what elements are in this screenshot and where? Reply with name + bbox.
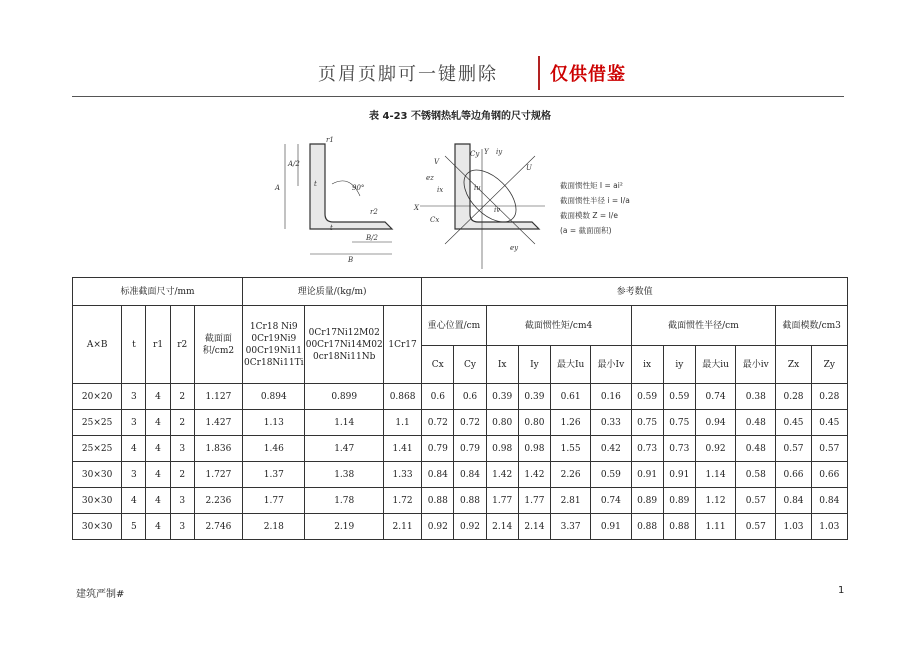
table-cell: 0.48 [736, 410, 776, 436]
table-title: 表 4-23 不锈钢热轧等边角钢的尺寸规格 [369, 111, 551, 122]
table-cell: 0.45 [811, 410, 847, 436]
table-cell: 2.746 [194, 514, 242, 540]
col-header-mat3: 1Cr17 [383, 306, 421, 384]
label-cy: Cy [470, 150, 480, 158]
group-header-nominal: 标准截面尺寸/mm [73, 278, 243, 306]
table-cell: 1.26 [551, 410, 591, 436]
table-cell: 0.88 [663, 514, 695, 540]
group-header-reference: 参考数值 [422, 278, 848, 306]
table-cell: 1.42 [486, 462, 518, 488]
table-cell: 1.78 [305, 488, 383, 514]
table-cell: 0.58 [736, 462, 776, 488]
table-cell: 0.57 [776, 436, 811, 462]
label-iu: iu [474, 184, 481, 192]
table-cell: 0.39 [486, 384, 518, 410]
table-cell: 0.98 [518, 436, 550, 462]
label-b-half: B/2 [366, 234, 378, 242]
table-body [73, 384, 848, 540]
table-cell: 25×25 [73, 436, 122, 462]
table-cell: 0.74 [695, 384, 735, 410]
table-cell: 4 [122, 436, 146, 462]
table-cell: 1.77 [243, 488, 305, 514]
table-cell: 0.89 [631, 488, 663, 514]
table-cell: 0.73 [663, 436, 695, 462]
table-cell: 1.33 [383, 462, 421, 488]
label-t2: t [330, 224, 333, 232]
sub-header-cx: Cx [422, 346, 454, 384]
label-x: X [414, 204, 419, 212]
table-cell: 1.14 [695, 462, 735, 488]
table-cell: 0.88 [631, 514, 663, 540]
table-cell: 1.37 [243, 462, 305, 488]
table-cell: 0.91 [663, 462, 695, 488]
table-cell: 1.836 [194, 436, 242, 462]
table-cell: 0.92 [454, 514, 486, 540]
table-cell: 1.427 [194, 410, 242, 436]
table-row [73, 410, 848, 436]
header-left-text: 页眉页脚可一键删除 [318, 64, 498, 85]
table-cell: 4 [146, 384, 170, 410]
table-cell: 2.18 [243, 514, 305, 540]
table-cell: 0.28 [776, 384, 811, 410]
table-cell: 0.91 [591, 514, 631, 540]
table-cell: 0.92 [422, 514, 454, 540]
table-cell: 0.57 [736, 488, 776, 514]
table-cell: 30×30 [73, 462, 122, 488]
table-row [73, 488, 848, 514]
formula-modulus: 截面模数 Z = I/e [560, 211, 618, 220]
label-y-top: Y [484, 148, 489, 156]
formula-inertia: 截面惯性矩 I = ai² [560, 181, 623, 190]
table-cell: 1.1 [383, 410, 421, 436]
table-cell: 0.66 [776, 462, 811, 488]
table-cell: 0.899 [305, 384, 383, 410]
table-cell: 3 [122, 410, 146, 436]
table-cell: 2.26 [551, 462, 591, 488]
table-cell: 2.19 [305, 514, 383, 540]
label-u: U [526, 164, 532, 172]
sub-header-iu-max: 最大Iu [551, 346, 591, 384]
table-cell: 3.37 [551, 514, 591, 540]
table-cell: 4 [146, 436, 170, 462]
label-cx: Cx [430, 216, 440, 224]
table-cell: 1.46 [243, 436, 305, 462]
table-cell: 3 [122, 384, 146, 410]
label-a: A [275, 184, 281, 192]
sub-header-zx: Zx [776, 346, 811, 384]
col-header-modulus: 截面模数/cm3 [776, 306, 848, 346]
sub-header-iu-radius-max: 最大iu [695, 346, 735, 384]
label-r1: r1 [326, 136, 334, 144]
table-cell: 0.74 [591, 488, 631, 514]
sub-header-iv-radius-min: 最小iv [736, 346, 776, 384]
col-header-axb: A×B [73, 306, 122, 384]
label-t: t [314, 180, 317, 188]
table-cell: 1.727 [194, 462, 242, 488]
col-header-area: 截面面积/cm2 [194, 306, 242, 384]
table-cell: 3 [170, 514, 194, 540]
table-row [73, 514, 848, 540]
table-row [73, 462, 848, 488]
label-iv: iv [494, 206, 501, 214]
table-cell: 0.33 [591, 410, 631, 436]
table-cell: 30×30 [73, 514, 122, 540]
table-cell: 0.73 [631, 436, 663, 462]
table-cell: 0.59 [631, 384, 663, 410]
table-cell: 0.39 [518, 384, 550, 410]
table-cell: 0.98 [486, 436, 518, 462]
table-cell: 0.61 [551, 384, 591, 410]
table-cell: 5 [122, 514, 146, 540]
formula-radius: 截面惯性半径 i = I/a [560, 196, 630, 205]
table-cell: 2 [170, 462, 194, 488]
table-cell: 3 [170, 488, 194, 514]
table-cell: 2 [170, 384, 194, 410]
table-cell: 2.81 [551, 488, 591, 514]
table-cell: 2.11 [383, 514, 421, 540]
angle-steel-diagram [270, 134, 660, 274]
label-v: V [434, 158, 440, 166]
table-cell: 4 [122, 488, 146, 514]
col-header-r2: r2 [170, 306, 194, 384]
table-cell: 0.6 [422, 384, 454, 410]
table-cell: 25×25 [73, 410, 122, 436]
table-cell: 0.72 [422, 410, 454, 436]
table-cell: 0.89 [663, 488, 695, 514]
label-r2: r2 [370, 208, 378, 216]
table-cell: 0.66 [811, 462, 847, 488]
table-cell: 0.79 [422, 436, 454, 462]
table-cell: 0.80 [518, 410, 550, 436]
table-cell: 1.11 [695, 514, 735, 540]
table-row [73, 384, 848, 410]
sub-header-iy-radius: iy [663, 346, 695, 384]
col-header-mat1: 1Cr18 Ni9 0Cr19Ni9 00Cr19Ni11 0Cr18Ni11Ti [243, 306, 305, 384]
sub-header-zy: Zy [811, 346, 847, 384]
table-cell: 1.55 [551, 436, 591, 462]
table-row [73, 436, 848, 462]
table-cell: 1.41 [383, 436, 421, 462]
table-cell: 0.6 [454, 384, 486, 410]
table-cell: 4 [146, 488, 170, 514]
table-cell: 1.77 [518, 488, 550, 514]
table-cell: 20×20 [73, 384, 122, 410]
table-cell: 3 [170, 436, 194, 462]
table-cell: 0.94 [695, 410, 735, 436]
label-ix: ix [437, 186, 444, 194]
table-cell: 1.38 [305, 462, 383, 488]
table-cell: 2.14 [486, 514, 518, 540]
col-header-inertia: 截面惯性矩/cm4 [486, 306, 631, 346]
table-cell: 0.88 [454, 488, 486, 514]
table-cell: 0.16 [591, 384, 631, 410]
page-number: 1 [838, 585, 845, 596]
col-header-r1: r1 [146, 306, 170, 384]
table-cell: 2 [170, 410, 194, 436]
table-cell: 2.14 [518, 514, 550, 540]
table-cell: 0.72 [454, 410, 486, 436]
col-header-centroid: 重心位置/cm [422, 306, 486, 346]
label-ez: ez [426, 174, 434, 182]
table-cell: 1.77 [486, 488, 518, 514]
table-cell: 1.47 [305, 436, 383, 462]
table-cell: 0.48 [736, 436, 776, 462]
table-cell: 0.79 [454, 436, 486, 462]
col-header-t: t [122, 306, 146, 384]
table-cell: 0.84 [422, 462, 454, 488]
table-cell: 0.45 [776, 410, 811, 436]
table-cell: 0.59 [663, 384, 695, 410]
label-angle: 90° [352, 184, 365, 192]
table-cell: 0.75 [663, 410, 695, 436]
col-header-mat2: 0Cr17Ni12M02 00Cr17Ni14M02 0cr18Ni11Nb [305, 306, 383, 384]
table-cell: 1.03 [776, 514, 811, 540]
sub-header-ix: Ix [486, 346, 518, 384]
table-cell: 1.14 [305, 410, 383, 436]
table-cell: 1.42 [518, 462, 550, 488]
sub-header-cy: Cy [454, 346, 486, 384]
header-rule [72, 96, 844, 97]
label-ey: ey [510, 244, 519, 252]
table-cell: 0.92 [695, 436, 735, 462]
table-cell: 1.13 [243, 410, 305, 436]
table-cell: 0.84 [811, 488, 847, 514]
table-cell: 1.72 [383, 488, 421, 514]
table-cell: 0.75 [631, 410, 663, 436]
table-cell: 0.80 [486, 410, 518, 436]
table-cell: 0.57 [736, 514, 776, 540]
table-cell: 0.38 [736, 384, 776, 410]
table-cell: 0.91 [631, 462, 663, 488]
sub-header-iy: Iy [518, 346, 550, 384]
sub-header-iv-min: 最小Iv [591, 346, 631, 384]
table-cell: 30×30 [73, 488, 122, 514]
table-cell: 4 [146, 410, 170, 436]
table-cell: 4 [146, 462, 170, 488]
table-cell: 0.868 [383, 384, 421, 410]
table-cell: 4 [146, 514, 170, 540]
table-cell: 0.28 [811, 384, 847, 410]
header-right-text: 仅供借鉴 [550, 64, 626, 85]
table-cell: 0.84 [776, 488, 811, 514]
table-cell: 3 [122, 462, 146, 488]
label-iy: iy [496, 148, 503, 156]
table-cell: 0.88 [422, 488, 454, 514]
label-b: B [348, 256, 354, 264]
table-cell: 0.42 [591, 436, 631, 462]
table-cell: 1.12 [695, 488, 735, 514]
table-cell: 0.57 [811, 436, 847, 462]
table-cell: 1.03 [811, 514, 847, 540]
steel-spec-table [72, 277, 848, 540]
col-header-radius: 截面惯性半径/cm [631, 306, 776, 346]
table-cell: 2.236 [194, 488, 242, 514]
table-cell: 1.127 [194, 384, 242, 410]
label-a-half: A/2 [288, 160, 300, 168]
footer-left-text: 建筑严制# [76, 589, 125, 600]
table-cell: 0.894 [243, 384, 305, 410]
formula-block [560, 180, 630, 235]
table-cell: 0.84 [454, 462, 486, 488]
table-cell: 0.59 [591, 462, 631, 488]
sub-header-ix-radius: ix [631, 346, 663, 384]
group-header-mass: 理论质量/(kg/m) [243, 278, 422, 306]
header-divider [538, 56, 540, 90]
formula-note: (a = 截面面积) [560, 226, 612, 235]
